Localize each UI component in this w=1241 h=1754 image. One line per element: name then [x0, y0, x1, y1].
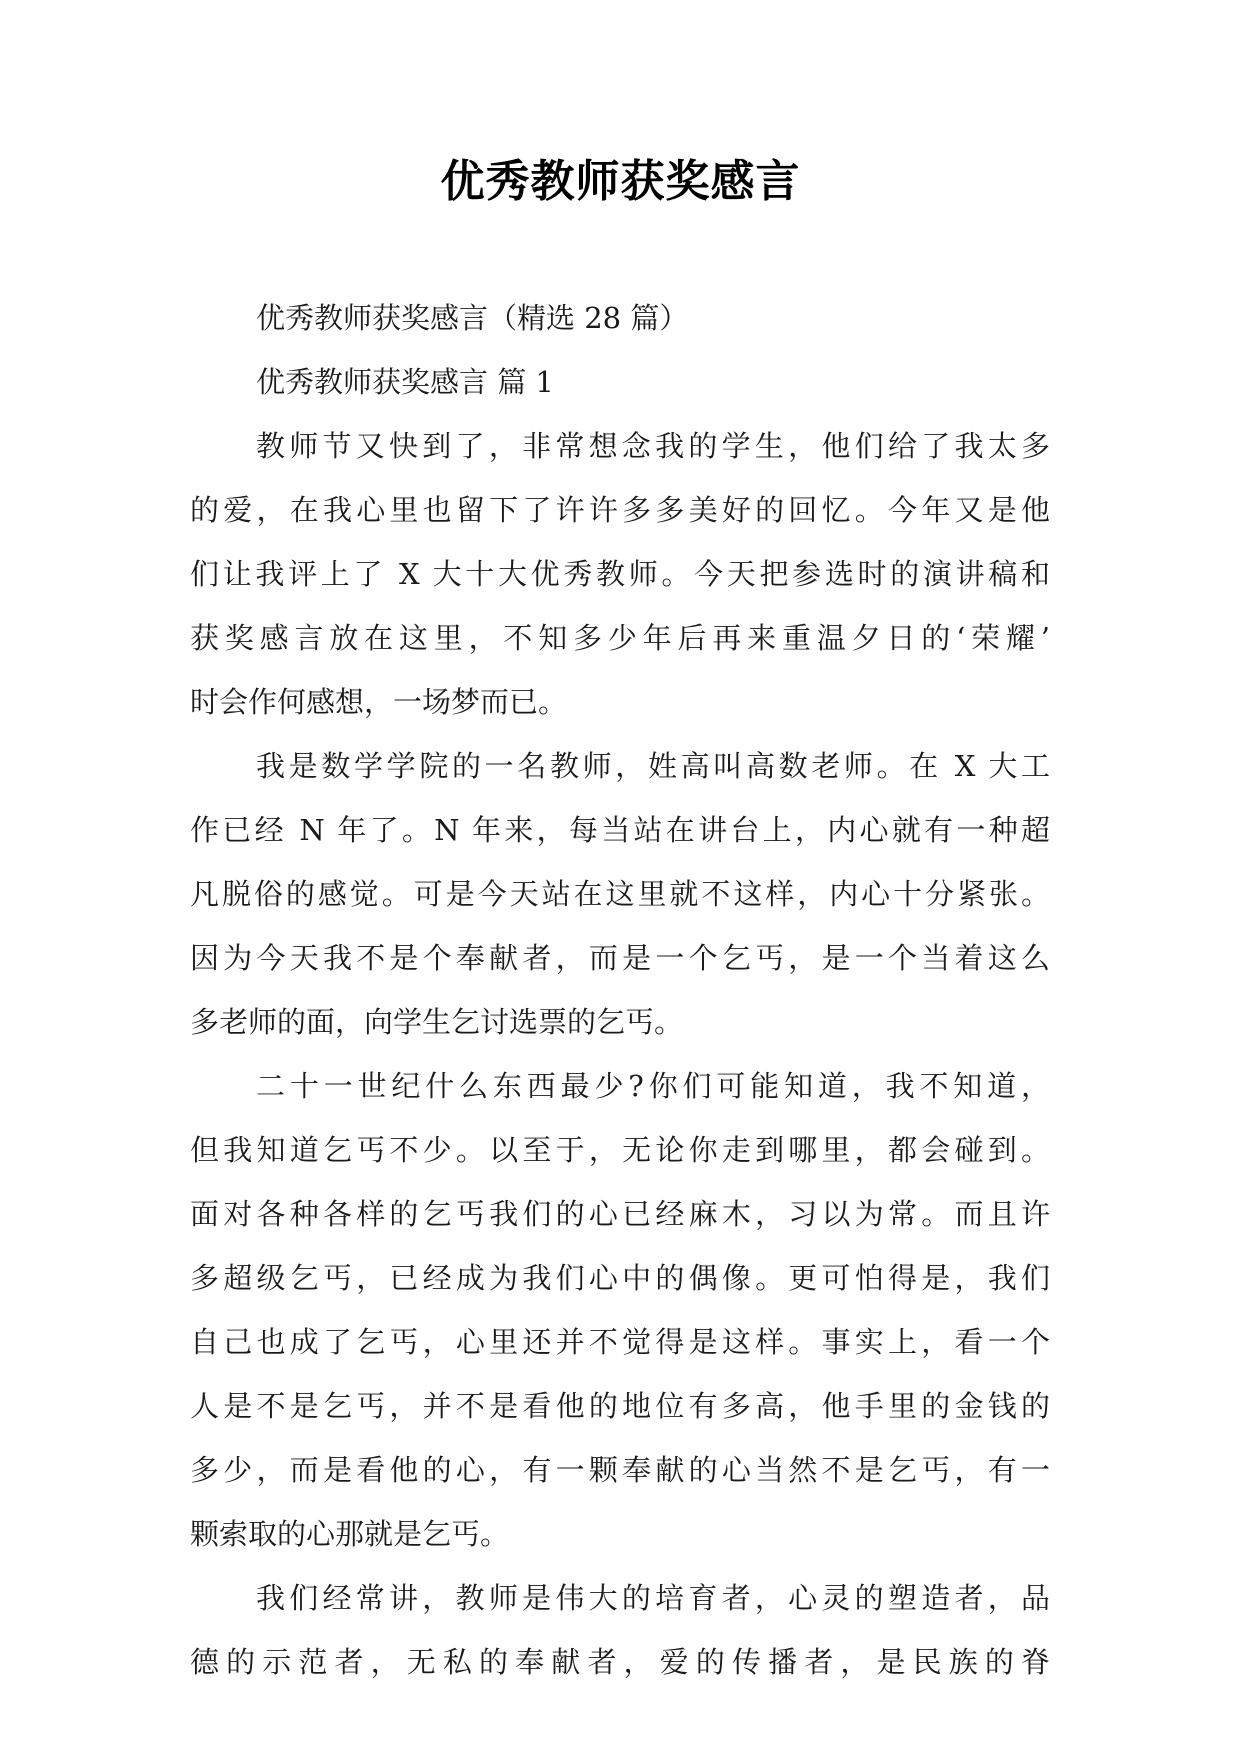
- paragraph: [190, 414, 1050, 734]
- paragraph-line: 二十一世纪什么东西最少?你们可能知道，我不知道，: [256, 1069, 1050, 1103]
- paragraph-line: 多超级乞丐，已经成为我们心中的偶像。更可怕得是，我们: [190, 1261, 1050, 1295]
- paragraph: [190, 1566, 1050, 1694]
- paragraph-line: 颗索取的心那就是乞丐。: [190, 1517, 510, 1551]
- paragraph-line: 作已经 N 年了。N 年来，每当站在讲台上，内心就有一种超: [190, 813, 1050, 847]
- paragraph-line: 我们经常讲，教师是伟大的培育者，心灵的塑造者，品: [256, 1581, 1050, 1615]
- paragraph-line: 多少，而是看他的心，有一颗奉献的心当然不是乞丐，有一: [190, 1453, 1050, 1487]
- paragraph-line: 人是不是乞丐，并不是看他的地位有多高，他手里的金钱的: [190, 1389, 1050, 1423]
- document-title: 优秀教师获奖感言: [440, 156, 801, 207]
- paragraph-line: 们让我评上了 X 大十大优秀教师。今天把参选时的演讲稿和: [190, 557, 1050, 591]
- paragraph-line: 因为今天我不是个奉献者，而是一个乞丐，是一个当着这么: [190, 941, 1050, 975]
- paragraph-line: 教师节又快到了，非常想念我的学生，他们给了我太多: [256, 429, 1050, 463]
- section-heading: 优秀教师获奖感言 篇 1: [256, 365, 554, 399]
- paragraph-line: 德的示范者，无私的奉献者，爱的传播者，是民族的脊: [190, 1645, 1050, 1679]
- paragraph-line: 但我知道乞丐不少。以至于，无论你走到哪里，都会碰到。: [190, 1133, 1050, 1167]
- paragraph: [190, 734, 1050, 1054]
- paragraph-line: 时会作何感想，一场梦而已。: [190, 685, 568, 719]
- paragraph-line: 凡脱俗的感觉。可是今天站在这里就不这样，内心十分紧张。: [190, 877, 1050, 911]
- paragraph-line: 自己也成了乞丐，心里还并不觉得是这样。事实上，看一个: [190, 1325, 1050, 1359]
- paragraph-line: 的爱，在我心里也留下了许许多多美好的回忆。今年又是他: [190, 493, 1050, 527]
- paragraph-line: 获奖感言放在这里，不知多少年后再来重温夕日的‘荣耀’: [190, 621, 1050, 655]
- paragraph-line: 我是数学学院的一名教师，姓高叫高数老师。在 X 大工: [256, 749, 1050, 783]
- paragraph: [190, 1054, 1050, 1566]
- document-body: [190, 286, 1050, 1694]
- document-subtitle: 优秀教师获奖感言（精选 28 篇）: [256, 301, 689, 335]
- paragraph-line: 面对各种各样的乞丐我们的心已经麻木，习以为常。而且许: [190, 1197, 1050, 1231]
- paragraph-line: 多老师的面，向学生乞讨选票的乞丐。: [190, 1005, 684, 1039]
